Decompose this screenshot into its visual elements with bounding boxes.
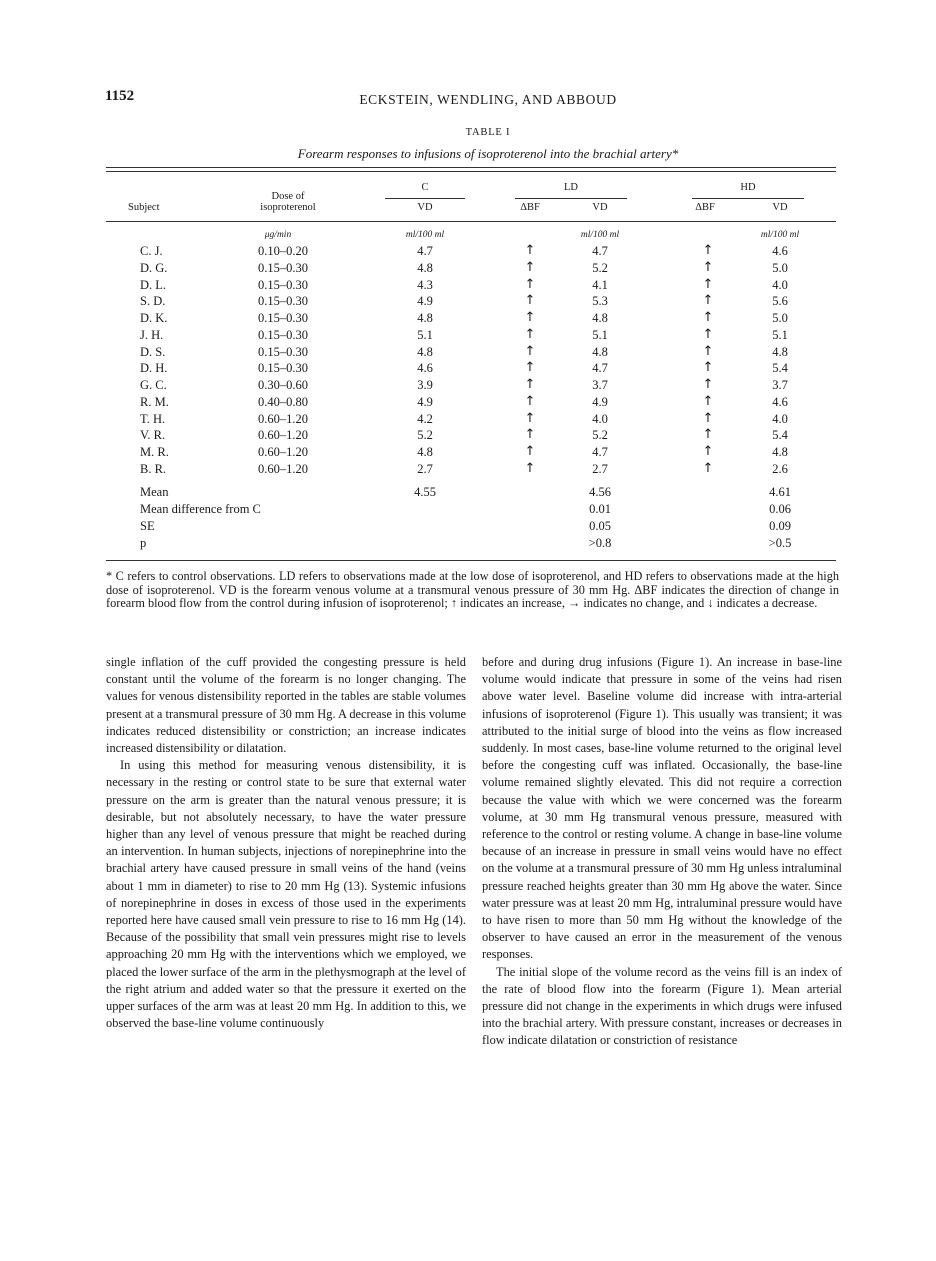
table-cell-subject: T. H. <box>140 411 166 426</box>
mean-c: 4.55 <box>414 485 436 499</box>
table-cell-hd-vd: 5.4 <box>772 361 788 376</box>
table-cell-hd-dbf: ↑ <box>702 360 714 376</box>
table-cell-dose: 0.60–1.20 <box>258 445 308 459</box>
table-cell-hd-dbf: ↑ <box>702 326 714 342</box>
table-cell-ld-dbf: ↑ <box>524 460 536 476</box>
table-cell-c-vd: 4.9 <box>417 394 433 409</box>
table-cell-subject: S. D. <box>140 294 166 309</box>
table-cell-ld-vd: 4.7 <box>592 445 608 459</box>
table-cell-ld-vd: 4.8 <box>592 344 608 359</box>
table-cell-c-vd: 4.6 <box>417 361 433 376</box>
table-caption: Forearm responses to infusions of isoproterenol into the brachial artery* <box>297 146 679 161</box>
table-cell-ld-vd: 5.3 <box>592 294 608 309</box>
table-cell-ld-dbf: ↑ <box>524 360 536 376</box>
table-cell-dose: 0.15–0.30 <box>258 344 308 359</box>
mean-diff-ld: 0.01 <box>589 502 611 516</box>
table-cell-hd-dbf: ↑ <box>702 410 714 426</box>
table-cell-dose: 0.15–0.30 <box>258 311 308 325</box>
table-cell-hd-dbf: ↑ <box>702 427 714 443</box>
table-cell-ld-dbf: ↑ <box>524 377 536 392</box>
table-cell-ld-dbf: ↑ <box>524 393 536 409</box>
table-cell-dose: 0.10–0.20 <box>258 244 308 258</box>
table-cell-ld-dbf: ↑ <box>524 310 536 325</box>
table-cell-ld-vd: 4.0 <box>592 411 608 426</box>
table-cell-c-vd: 4.3 <box>417 277 433 292</box>
table-cell-dose: 0.60–1.20 <box>258 461 308 476</box>
se-label: SE <box>140 519 155 533</box>
header-bottom-rule <box>106 221 836 222</box>
table-cell-dose: 0.60–1.20 <box>258 428 308 443</box>
table-cell-c-vd: 3.9 <box>417 378 433 392</box>
table-cell-ld-dbf: ↑ <box>524 444 536 459</box>
table-cell-c-vd: 4.2 <box>417 411 433 426</box>
unit-dose: μg/min <box>264 230 292 240</box>
table-cell-c-vd: 4.8 <box>417 445 433 459</box>
header-hd-vd: VD <box>772 202 788 213</box>
table-cell-hd-dbf: ↑ <box>702 243 714 258</box>
body-right-column <box>482 654 842 1050</box>
table-cell-c-vd: 2.7 <box>417 461 433 476</box>
table-cell-hd-vd: 5.4 <box>772 428 788 443</box>
table-cell-c-vd: 5.2 <box>417 428 433 443</box>
table-cell-c-vd: 4.8 <box>417 311 433 325</box>
table-cell-c-vd: 4.9 <box>417 294 433 309</box>
table-cell-subject: M. R. <box>140 445 169 459</box>
table-cell-ld-vd: 5.2 <box>592 428 608 443</box>
table-cell-dose: 0.15–0.30 <box>258 327 308 342</box>
mean-label: Mean <box>140 485 169 499</box>
p-hd: >0.5 <box>768 536 792 550</box>
group-header-ld: LD <box>564 182 578 193</box>
table-cell-hd-vd: 5.1 <box>772 327 788 342</box>
table-cell-hd-dbf: ↑ <box>702 460 714 476</box>
table-cell-c-vd: 5.1 <box>417 327 433 342</box>
table-cell-ld-vd: 4.9 <box>592 394 608 409</box>
table-cell-hd-vd: 4.8 <box>772 445 788 459</box>
se-ld: 0.05 <box>589 519 611 533</box>
table-cell-hd-vd: 5.0 <box>772 260 788 275</box>
body-paragraph: before and during drug infusions (Figure 1). An increase in base-line volume would indicate that pressure in some of the veins had risen above water level. Baseline volume did increase with intra-arterial infusions of isoproterenol (Figure 1). This usually was transient; it was attributed to the initial surge of blood into the veins as flow increased suddenly. In most cases, base-line volume returned to the original level before the congesting cuff was inflated. Occasionally, the base-line volume remained slightly elevated. This did not require a correction because the value with which we were concerned was the forearm volume, at 30 mm Hg transmural venous pressure, measured with reference to the control or resting volume. A change in base-line volume because of an increase in pressure in small veins would have no effect on the volume at a transmural pressure of 30 mm Hg unless intraluminal pressure reached heights greater than 30 mm Hg above the water. Since water pressure was at least 20 mm Hg, intraluminal pressure would have to have risen to more than 50 mm Hg without the knowledge of the observer to have caused an error in the measurement of the venous responses. <box>482 655 842 962</box>
header-c-vd: VD <box>417 202 433 213</box>
table-cell-subject: D. S. <box>140 344 166 359</box>
table-cell-hd-dbf: ↑ <box>702 259 714 275</box>
table-cell-hd-dbf: ↑ <box>702 393 714 409</box>
table-cell-hd-vd: 4.6 <box>772 244 788 258</box>
table-cell-c-vd: 4.7 <box>417 244 433 258</box>
table-cell-dose: 0.15–0.30 <box>258 294 308 309</box>
table-cell-hd-dbf: ↑ <box>702 377 714 392</box>
table-cell-subject: R. M. <box>140 394 169 409</box>
ld-group-rule <box>515 198 627 199</box>
table-cell-hd-dbf: ↑ <box>702 293 714 309</box>
table-cell-subject: B. R. <box>140 461 167 476</box>
unit-hd-vd: ml/100 ml <box>760 230 800 240</box>
table-cell-ld-dbf: ↑ <box>524 343 536 359</box>
table-cell-hd-vd: 4.0 <box>772 277 788 292</box>
table-footnote: * C refers to control observations. LD refers to observations made at the low dose of isoproterenol, and HD refers to observations made at the high dose of isoproterenol. VD is the forearm venous volume at a transmural venous pressure of 30 mm Hg. ΔBF indicates the direction of change in forearm blood flow from the control during infusion of isoproterenol; ↑ indicates an increase, → indicates no change, and ↓ indicates a decrease. <box>106 569 839 610</box>
table-cell-ld-dbf: ↑ <box>524 276 536 292</box>
table-top-rule-2 <box>106 171 836 172</box>
mean-diff-label: Mean difference from C <box>140 502 261 516</box>
table-cell-subject: D. L. <box>140 277 167 292</box>
table-cell-dose: 0.15–0.30 <box>258 260 308 275</box>
header-dose-line2: isoproterenol <box>260 202 316 213</box>
table-cell-hd-vd: 5.6 <box>772 294 788 309</box>
table-cell-ld-vd: 5.2 <box>592 260 608 275</box>
table-cell-ld-vd: 4.8 <box>592 311 608 325</box>
table-cell-ld-vd: 5.1 <box>592 327 608 342</box>
table-cell-c-vd: 4.8 <box>417 344 433 359</box>
table-cell-dose: 0.40–0.80 <box>258 394 308 409</box>
table-bottom-rule <box>106 560 836 561</box>
mean-diff-hd: 0.06 <box>769 502 791 516</box>
table-cell-subject: D. K. <box>140 311 168 325</box>
mean-ld: 4.56 <box>589 485 611 499</box>
unit-ld-vd: ml/100 ml <box>580 230 620 240</box>
unit-c-vd: ml/100 ml <box>405 230 445 240</box>
table-cell-ld-dbf: ↑ <box>524 293 536 309</box>
table-cell-dose: 0.15–0.30 <box>258 277 308 292</box>
table-label: TABLE I <box>465 127 511 138</box>
running-head: ECKSTEIN, WENDLING, AND ABBOUD <box>359 92 617 107</box>
table-cell-ld-dbf: ↑ <box>524 243 536 258</box>
se-hd: 0.09 <box>769 519 791 533</box>
table-cell-ld-dbf: ↑ <box>524 259 536 275</box>
page-number: 1152 <box>105 88 135 104</box>
table-cell-hd-dbf: ↑ <box>702 276 714 292</box>
header-ld-dbf: ΔBF <box>520 202 540 213</box>
table-cell-hd-dbf: ↑ <box>702 310 714 325</box>
body-paragraph: The initial slope of the volume record as the veins fill is an index of the rate of blood flow into the forearm (Figure 1). Mean arterial pressure did not change in the experiments in which drugs were infused into the brachial artery. With pressure constant, increases or decreases in flow indicate dilatation or constriction of resistance <box>482 964 842 1048</box>
header-ld-vd: VD <box>592 202 608 213</box>
table-cell-subject: D. G. <box>140 260 168 275</box>
c-group-rule <box>385 198 465 199</box>
table-cell-subject: J. H. <box>140 327 164 342</box>
table-cell-hd-dbf: ↑ <box>702 444 714 459</box>
table-cell-hd-vd: 2.6 <box>772 461 788 476</box>
table-cell-ld-vd: 4.7 <box>592 244 608 258</box>
p-ld: >0.8 <box>588 536 612 550</box>
header-hd-dbf: ΔBF <box>695 202 715 213</box>
table-cell-dose: 0.15–0.30 <box>258 361 308 376</box>
table-cell-dose: 0.30–0.60 <box>258 378 308 392</box>
table-cell-ld-dbf: ↑ <box>524 427 536 443</box>
table-cell-ld-vd: 4.1 <box>592 277 608 292</box>
body-paragraph: In using this method for measuring venous distensibility, it is necessary in the resting or control state to be sure that external water pressure on the arm is greater than the natural venous pressure; it is desirable, but not absolutely necessary, to have the water pressure higher than any level of venous pressure that might be reached during an intervention. In human subjects, injections of norepinephrine into the brachial artery have caused pressure in small veins of the hand (veins about 1 mm in diameter) to rise to 20 mm Hg (13). Systemic infusions of norepinephrine in doses in excess of those used in the experiments reported here have caused small vein pressure to rise to 16 mm Hg (14). Because of the possibility that small vein pressures might rise to levels approaching 20 mm Hg with the interventions which we employed, we placed the lower surface of the arm in the plethysmograph at the level of the right atrium and added water so that the pressure it exerted on the upper surfaces of the arm was at least 20 mm Hg. In addition to this, we observed the base-line volume continuously <box>106 758 466 1031</box>
table-cell-dose: 0.60–1.20 <box>258 411 308 426</box>
body-left-column <box>106 654 466 1032</box>
table-cell-hd-vd: 5.0 <box>772 311 788 325</box>
table-cell-ld-vd: 2.7 <box>592 461 608 476</box>
table-cell-hd-vd: 4.6 <box>772 394 788 409</box>
table-cell-c-vd: 4.8 <box>417 260 433 275</box>
group-header-c: C <box>421 182 429 193</box>
table-top-rule <box>106 167 836 168</box>
table-cell-hd-vd: 4.8 <box>772 344 788 359</box>
hd-group-rule <box>692 198 804 199</box>
table-cell-subject: D. H. <box>140 361 168 376</box>
table-cell-hd-vd: 3.7 <box>772 378 788 392</box>
table-cell-subject: C. J. <box>140 244 163 258</box>
table-cell-subject: V. R. <box>140 428 166 443</box>
group-header-hd: HD <box>740 182 756 193</box>
header-dose-line1: Dose of <box>271 191 305 202</box>
body-paragraph: single inflation of the cuff provided the congesting pressure is held constant until the volume of the forearm is no longer changing. The values for venous distensibility reported in the tables are stable volumes present at a transmural pressure of 30 mm Hg. A decrease in this volume indicates reduced distensibility or constriction; an increase indicates increased distensibility or dilatation. <box>106 655 466 756</box>
header-subject: Subject <box>128 202 160 213</box>
mean-hd: 4.61 <box>769 485 791 499</box>
p-label: p <box>140 536 147 550</box>
table-cell-ld-vd: 4.7 <box>592 361 608 376</box>
table-cell-hd-dbf: ↑ <box>702 343 714 359</box>
table-cell-ld-dbf: ↑ <box>524 410 536 426</box>
table-cell-ld-dbf: ↑ <box>524 326 536 342</box>
table-cell-ld-vd: 3.7 <box>592 378 608 392</box>
table-cell-hd-vd: 4.0 <box>772 411 788 426</box>
table-cell-subject: G. C. <box>140 378 167 392</box>
